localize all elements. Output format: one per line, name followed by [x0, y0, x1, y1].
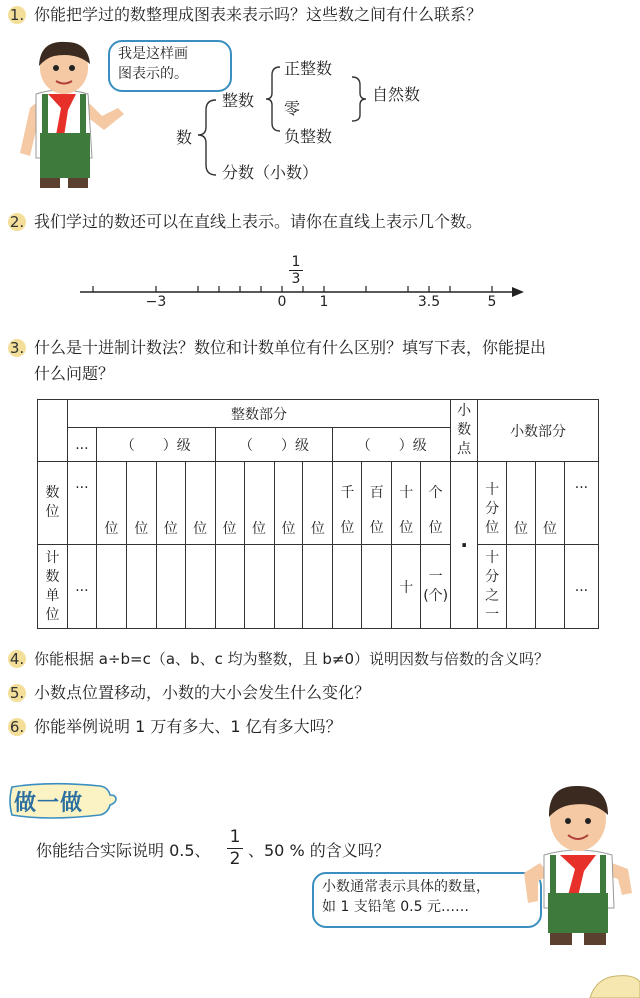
zuo-yi-zuo-label: 做一做 [14, 791, 84, 816]
decimal-point-dot: · [451, 462, 478, 629]
fraction-one-half [226, 829, 244, 868]
place-cell: 位 [303, 462, 333, 545]
place-cell: 位 [96, 462, 126, 545]
place-ones: 个 位 [421, 462, 451, 545]
zuo-text-part-b: 、50 % 的含义吗？ [248, 841, 390, 860]
bubble-line: 图表示的。 [118, 66, 188, 82]
fraction-denominator: 2 [229, 849, 241, 869]
unit-tenth: 十 分 之 一 [478, 545, 507, 629]
number-line-label: 3.5 [417, 294, 441, 310]
tree-root-number: 数 [176, 128, 193, 147]
place-cell: 位 [156, 462, 185, 545]
tree-positive-integer: 正整数 [284, 59, 333, 78]
unit-cell [126, 545, 156, 629]
header-integer-part: 整数部分 [67, 400, 450, 428]
unit-ellipsis: ... [67, 545, 96, 629]
table-corner [38, 400, 68, 462]
boy-illustration-2 [520, 783, 638, 948]
fraction-numerator: 1 [291, 254, 301, 270]
number-line-label: −3 [145, 294, 167, 310]
tree-fraction: 分数（小数） [222, 163, 319, 182]
question-1-text: 你能把学过的数整理成图表来表示吗？这些数之间有什么联系？ [34, 5, 483, 24]
place-ellipsis: ... [67, 462, 96, 545]
zuo-text-part-a: 你能结合实际说明 0.5、 [36, 841, 211, 860]
tree-negative-integer: 负整数 [284, 127, 333, 146]
tree-natural-number: 自然数 [372, 85, 421, 104]
question-3-text-line2: 什么问题？ [34, 364, 115, 383]
unit-cell [274, 545, 303, 629]
unit-cell [362, 545, 392, 629]
question-number-3: 3. [9, 339, 25, 357]
header-decimal-point: 小 数 点 [451, 400, 478, 462]
place-cell: 位 [507, 462, 536, 545]
fraction-denominator: 3 [291, 271, 301, 287]
place-cell: 位 [274, 462, 303, 545]
number-line-labels [80, 294, 530, 314]
unit-cell [507, 545, 536, 629]
unit-ellipsis: ... [564, 545, 598, 629]
unit-cell [185, 545, 215, 629]
bubble-line: 如 1 支铅笔 0.5 元…… [322, 899, 469, 915]
question-6-text: 你能举例说明 1 万有多大、1 亿有多大吗？ [34, 717, 342, 736]
unit-cell [215, 545, 244, 629]
place-hundreds: 百 位 [362, 462, 392, 545]
place-cell: 位 [185, 462, 215, 545]
question-number-6: 6. [9, 718, 25, 736]
place-cell: 位 [126, 462, 156, 545]
level-blank-1: （ ）级 [96, 428, 215, 462]
place-ellipsis: ... [564, 462, 598, 545]
place-value-table [37, 399, 599, 629]
level-ellipsis: ... [67, 428, 96, 462]
level-blank-3: （ ）级 [333, 428, 451, 462]
question-4-text: 你能根据 a÷b=c（a、b、c 均为整数，且 b≠0）说明因数与倍数的含义吗？ [34, 650, 549, 668]
row-label-digit-place: 数 位 [38, 462, 68, 545]
question-2-text: 我们学过的数还可以在直线上表示。请你在直线上表示几个数。 [34, 212, 483, 231]
place-cell: 位 [536, 462, 565, 545]
place-cell: 位 [215, 462, 244, 545]
place-thousands: 千 位 [333, 462, 362, 545]
tree-zero: 零 [284, 99, 301, 118]
bubble-line: 我是这样画 [118, 46, 188, 62]
header-decimal-part: 小数部分 [478, 400, 599, 462]
row-label-counting-unit: 计 数 单 位 [38, 545, 68, 629]
unit-ten: 十 [392, 545, 421, 629]
number-line-label: 1 [319, 294, 329, 310]
question-number-5: 5. [9, 684, 25, 702]
corner-decoration [586, 972, 640, 998]
fraction-numerator: 1 [229, 827, 241, 847]
question-3-text-line1: 什么是十进制计数法？数位和计数单位有什么区别？填写下表，你能提出 [34, 338, 547, 357]
place-tens: 十 位 [392, 462, 421, 545]
unit-one: 一 (个) [421, 545, 451, 629]
unit-cell [156, 545, 185, 629]
question-number-1: 1. [9, 6, 25, 24]
fraction-one-third [286, 255, 306, 286]
question-5-text: 小数点位置移动，小数的大小会发生什么变化？ [34, 683, 371, 702]
unit-cell [96, 545, 126, 629]
tree-integer: 整数 [222, 91, 255, 110]
place-tenths: 十 分 位 [478, 462, 507, 545]
unit-cell [536, 545, 565, 629]
number-line-label: 5 [487, 294, 497, 310]
question-number-2: 2. [9, 213, 25, 231]
number-line-label: 0 [277, 294, 287, 310]
unit-cell [303, 545, 333, 629]
level-blank-2: （ ）级 [215, 428, 333, 462]
place-cell: 位 [244, 462, 274, 545]
speech-bubble-boy-2 [312, 872, 542, 928]
unit-cell [244, 545, 274, 629]
question-number-4: 4. [9, 650, 25, 668]
bubble-line: 小数通常表示具体的数量， [322, 879, 490, 895]
unit-cell [333, 545, 362, 629]
